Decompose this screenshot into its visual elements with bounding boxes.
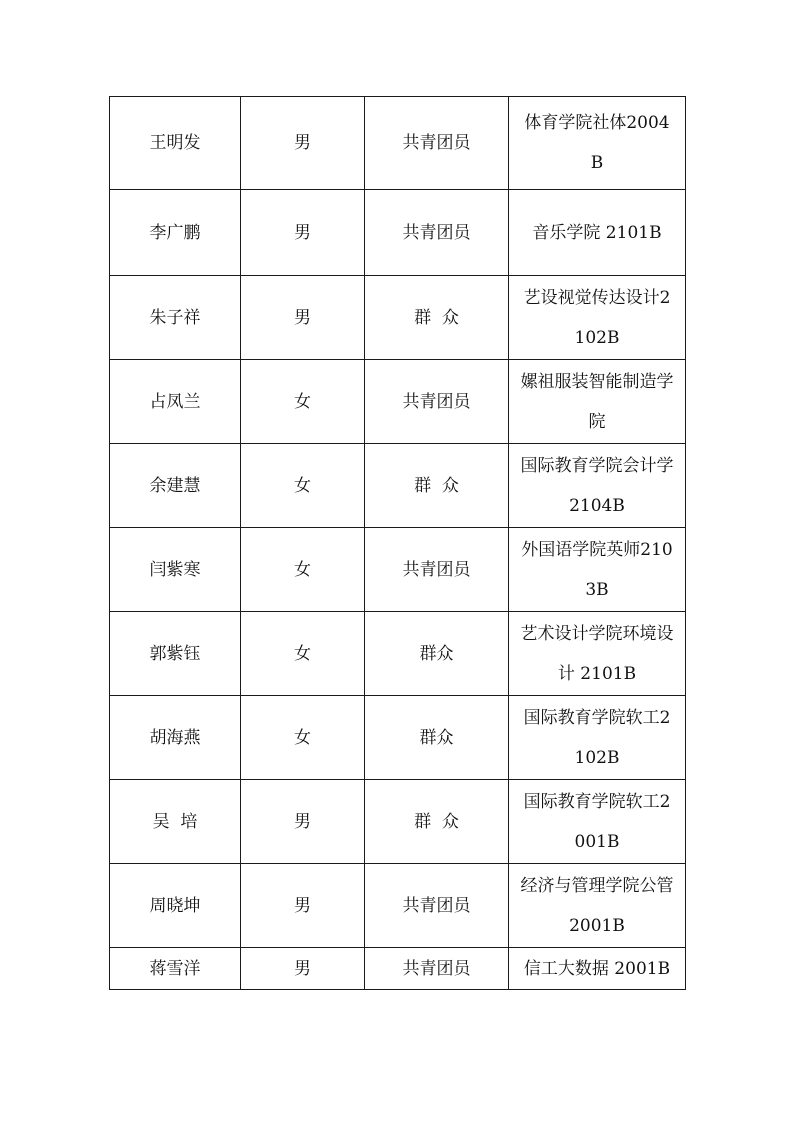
table-row — [110, 612, 686, 696]
political-status-cell: 群众 — [365, 696, 509, 780]
political-status-cell: 共青团员 — [365, 190, 509, 276]
political-status-cell: 群众 — [365, 612, 509, 696]
unit-cell: 外国语学院英师2103B — [509, 528, 686, 612]
name-cell: 余建慧 — [110, 444, 241, 528]
table-row — [110, 97, 686, 190]
political-status-cell: 群 众 — [365, 444, 509, 528]
gender-cell: 女 — [241, 444, 365, 528]
gender-cell: 女 — [241, 612, 365, 696]
name-cell: 周晓坤 — [110, 864, 241, 948]
table-row — [110, 360, 686, 444]
unit-cell: 体育学院社体2004B — [509, 97, 686, 190]
gender-cell: 男 — [241, 276, 365, 360]
name-cell: 蒋雪洋 — [110, 948, 241, 990]
gender-cell: 男 — [241, 864, 365, 948]
name-cell: 胡海燕 — [110, 696, 241, 780]
table-row — [110, 528, 686, 612]
table-row — [110, 190, 686, 276]
political-status-cell: 共青团员 — [365, 528, 509, 612]
gender-cell: 男 — [241, 780, 365, 864]
gender-cell: 女 — [241, 696, 365, 780]
political-status-cell: 共青团员 — [365, 948, 509, 990]
name-cell: 李广鹏 — [110, 190, 241, 276]
name-cell: 朱子祥 — [110, 276, 241, 360]
table-row — [110, 864, 686, 948]
name-cell: 闫紫寒 — [110, 528, 241, 612]
unit-cell: 国际教育学院软工2102B — [509, 696, 686, 780]
unit-cell: 国际教育学院会计学 2104B — [509, 444, 686, 528]
name-cell: 占凤兰 — [110, 360, 241, 444]
gender-cell: 男 — [241, 948, 365, 990]
political-status-cell: 群 众 — [365, 780, 509, 864]
gender-cell: 男 — [241, 190, 365, 276]
table-row — [110, 780, 686, 864]
table-row — [110, 444, 686, 528]
political-status-cell: 共青团员 — [365, 97, 509, 190]
unit-cell: 嫘祖服装智能制造学院 — [509, 360, 686, 444]
unit-cell: 国际教育学院软工2001B — [509, 780, 686, 864]
political-status-cell: 共青团员 — [365, 360, 509, 444]
political-status-cell: 群 众 — [365, 276, 509, 360]
table-row — [110, 948, 686, 990]
name-cell: 王明发 — [110, 97, 241, 190]
unit-cell: 经济与管理学院公管 2001B — [509, 864, 686, 948]
gender-cell: 女 — [241, 528, 365, 612]
unit-cell: 信工大数据 2001B — [509, 948, 686, 990]
table-row — [110, 696, 686, 780]
unit-cell: 艺术设计学院环境设计 2101B — [509, 612, 686, 696]
name-cell: 郭紫钰 — [110, 612, 241, 696]
gender-cell: 女 — [241, 360, 365, 444]
member-roster-table — [109, 96, 686, 990]
table-row — [110, 276, 686, 360]
unit-cell: 音乐学院 2101B — [509, 190, 686, 276]
unit-cell: 艺设视觉传达设计2102B — [509, 276, 686, 360]
name-cell: 吴 培 — [110, 780, 241, 864]
political-status-cell: 共青团员 — [365, 864, 509, 948]
gender-cell: 男 — [241, 97, 365, 190]
